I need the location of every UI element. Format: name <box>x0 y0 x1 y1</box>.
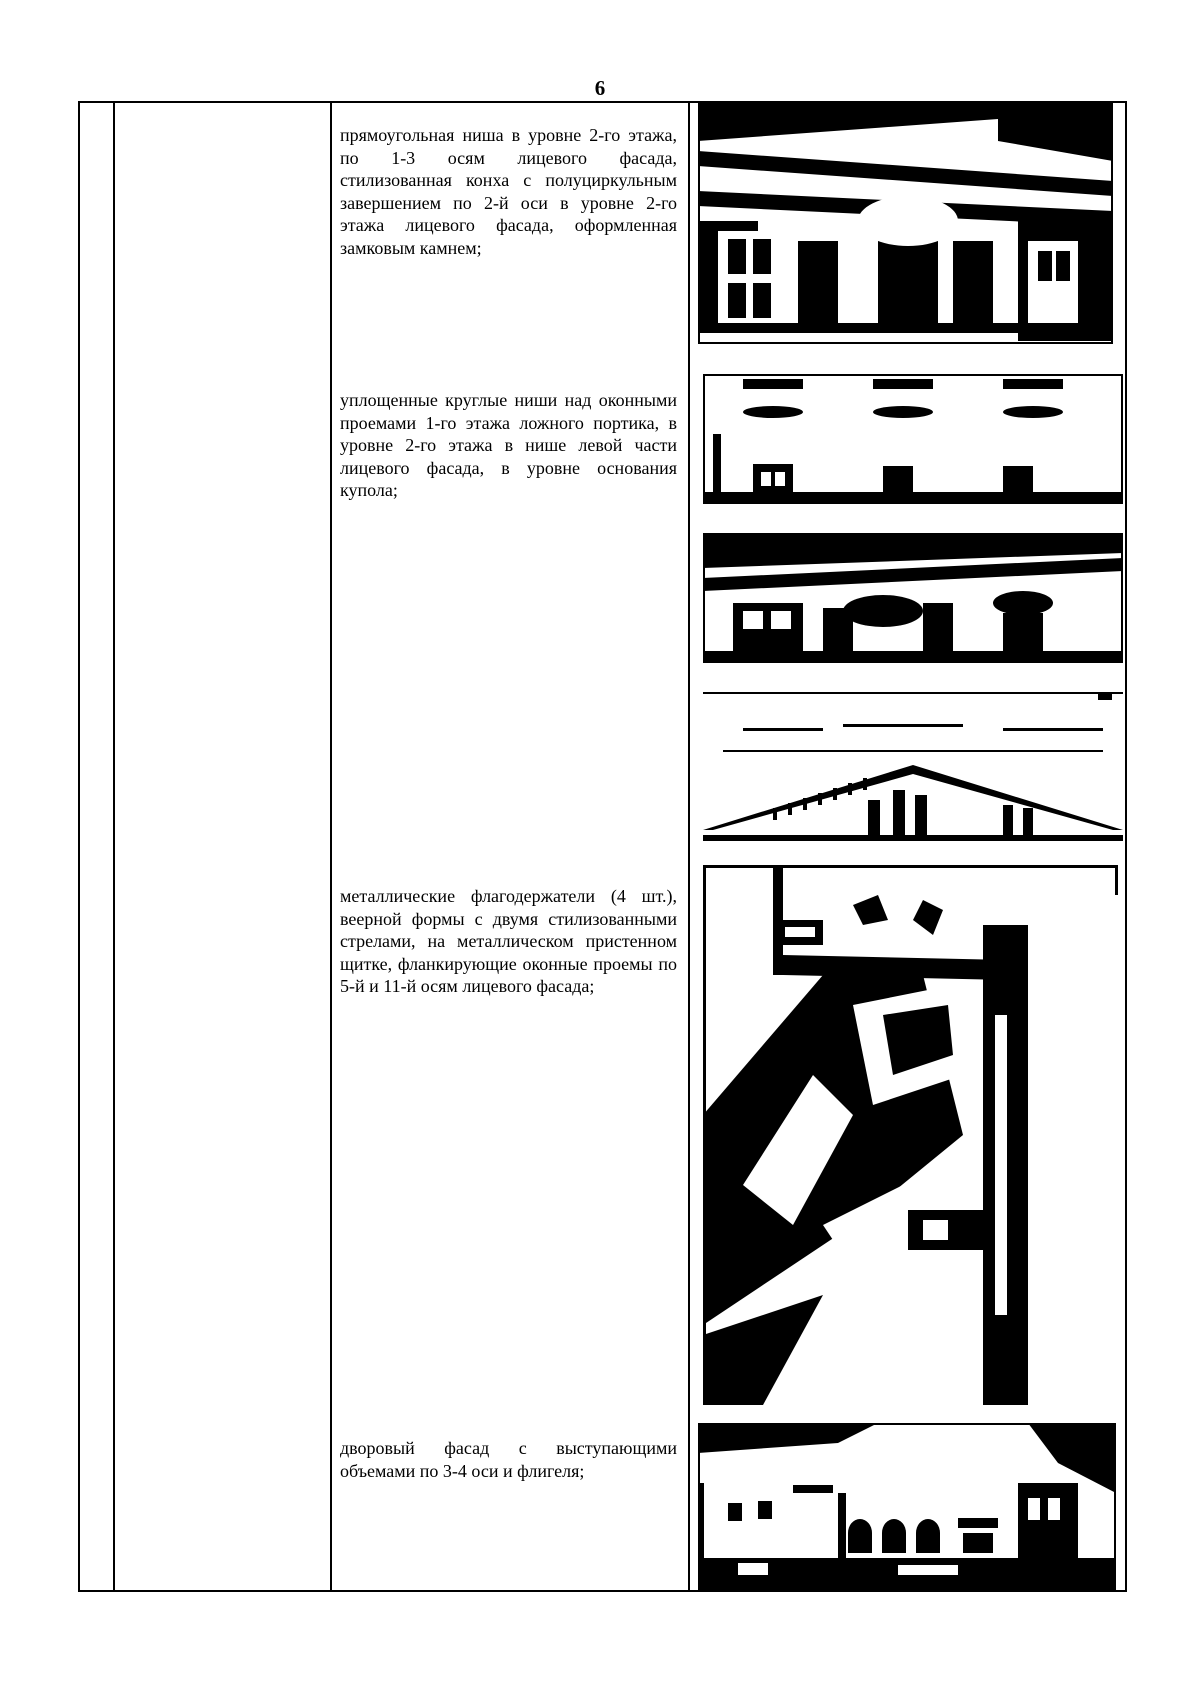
photo-round-niches-middle <box>703 533 1123 663</box>
photo-courtyard-facade <box>698 1423 1116 1590</box>
column-divider-1 <box>113 101 115 1592</box>
photo-flag-holder <box>703 865 1118 1405</box>
entry-text-flag-holders: металлические флагодержатели (4 шт.), веерной формы с двумя стилизованными стрелами, на металлическом пристенном щитке, фланкирующие оконные проемы по 5-й и 11-й осям лицевого фасада; <box>340 886 677 996</box>
column-divider-3 <box>688 101 690 1592</box>
entry-text-round-niches: уплощенные круглые ниши над оконными проемами 1-го этажа ложного портика, в уровне 2-го этажа в нише левой части лицевого фасада, в уровне основания купола; <box>340 390 677 500</box>
photo-round-niches-top <box>703 374 1123 504</box>
page-number: 6 <box>594 76 606 100</box>
column-divider-2 <box>330 101 332 1592</box>
entry-text-niche: прямоугольная ниша в уровне 2-го этажа, по 1-3 осям лицевого фасада, стилизованная конха с полуциркульным завершением по 2-й оси в уровне 2-го этажа лицевого фасада, оформленная замковым камнем; <box>340 125 677 258</box>
photo-round-niches-dome <box>703 690 1123 845</box>
photo-facade-niche <box>698 101 1113 344</box>
entry-text-courtyard: дворовый фасад с выступающими объемами по 3-4 оси и флигеля; <box>340 1438 677 1481</box>
